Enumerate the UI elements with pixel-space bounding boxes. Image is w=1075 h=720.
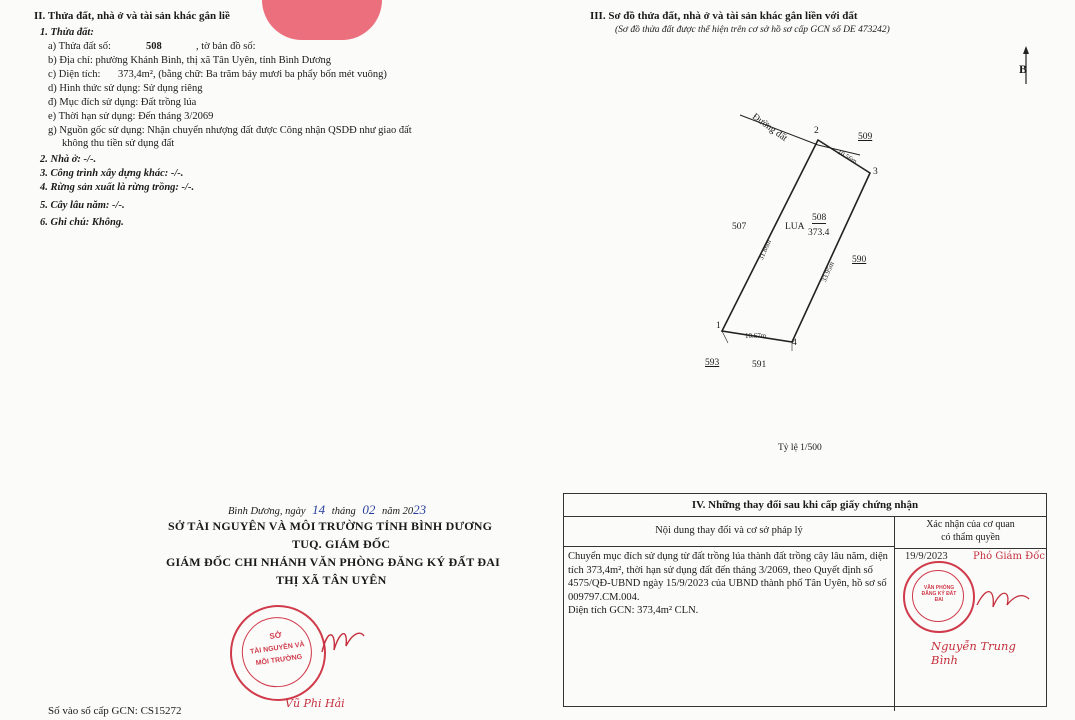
edge-bottom-length: 10.67m	[745, 332, 767, 340]
parcel-590-label: 590	[852, 255, 867, 265]
confirm-header-line1: Xác nhận của cơ quan	[926, 519, 1015, 530]
house-item: 2. Nhà ở: -/-.	[40, 154, 97, 165]
register-number: Số vào sổ cấp GCN: CS15272	[48, 705, 182, 717]
confirm-title: Phó Giám Đốc	[973, 551, 1045, 562]
date-day: 14	[312, 502, 326, 517]
parcel-area-value: 373,4m², (bằng chữ: Ba trăm bảy mươi ba phẩy bốn mét vuông)	[118, 69, 387, 80]
map-scale: Tỷ lệ 1/500	[778, 443, 822, 453]
changes-table	[563, 493, 1047, 707]
change-confirm-cell	[895, 547, 1046, 705]
parcel-heading: 1. Thửa đất:	[40, 27, 94, 38]
other-construction-item: 3. Công trình xây dựng khác: -/-.	[40, 168, 184, 179]
edge-top-length: 10.56m	[836, 148, 859, 166]
parcel-508-boundary	[722, 140, 870, 342]
usage-form: d) Hình thức sử dụng: Sử dụng riêng	[48, 83, 203, 94]
usage-origin-cont: không thu tiền sử dụng đất	[62, 138, 175, 149]
point-4-label: 4	[792, 338, 797, 348]
section3-subtitle: (Sơ đồ thửa đất được thể hiện trên cơ sở hồ sơ cấp GCN số DE 473242)	[615, 25, 890, 35]
section4-title: IV. Những thay đổi sau khi cấp giấy chứng nhận	[564, 494, 1046, 517]
north-label: B	[1019, 62, 1028, 76]
date-prefix: Bình Dương, ngày	[228, 506, 306, 517]
usage-purpose: đ) Mục đích sử dụng: Đất trồng lúa	[48, 97, 197, 108]
seal-left-line2: TÀI NGUYÊN VÀ	[249, 641, 306, 656]
confirm-signer: Nguyễn Trung Bình	[931, 639, 1016, 667]
parcel-593-label: 593	[705, 358, 720, 368]
parcel-number-map: 508	[812, 213, 827, 223]
date-year: 23	[413, 502, 427, 517]
parcel-diagram	[700, 105, 900, 385]
official-seal-left	[224, 599, 332, 707]
road-label: Đường đất	[750, 112, 789, 144]
perennial-item: 5. Cây lâu năm: -/-.	[40, 200, 125, 211]
date-year-label: năm 20	[381, 506, 414, 517]
point-1-label: 1	[716, 321, 721, 331]
point-2-label: 2	[814, 126, 819, 136]
point-3-label: 3	[873, 167, 878, 177]
date-month: 02	[362, 502, 376, 517]
official-seal-right	[903, 561, 975, 633]
signature-right	[973, 577, 1033, 617]
usage-origin: g) Nguồn gốc sử dụng: Nhận chuyển nhượng đất được Công nhận QSDĐ như giao đất	[48, 125, 412, 136]
confirm-date: 19/9/2023	[905, 551, 948, 562]
org-line3: GIÁM ĐỐC CHI NHÁNH VĂN PHÒNG ĐĂNG KÝ ĐẤT ĐAI	[166, 555, 501, 569]
change-content-cell	[564, 547, 895, 711]
org-line4: THỊ XÃ TÂN UYÊN	[276, 573, 387, 587]
leader-point1	[722, 331, 728, 343]
forest-item: 4. Rừng sản xuất là rừng trồng: -/-.	[40, 182, 195, 193]
signer-name: Vũ Phi Hải	[285, 697, 345, 710]
pink-seal-fragment	[262, 0, 382, 40]
parcel-509-label: 509	[858, 132, 873, 142]
parcel-area-map: 373.4	[808, 228, 830, 238]
note-item: 6. Ghi chú: Không.	[40, 217, 124, 228]
seal-left-line1: SỞ	[268, 630, 283, 641]
changes-col-confirm	[895, 516, 1046, 549]
parcel-address: b) Địa chỉ: phường Khánh Bình, thị xã Tân Uyên, tỉnh Bình Dương	[48, 55, 332, 66]
date-month-label: tháng	[331, 506, 356, 517]
signature-left	[318, 622, 368, 662]
land-type-label: LUA	[785, 222, 805, 232]
section2-title: II. Thửa đất, nhà ở và tài sản khác gắn liề	[34, 10, 230, 22]
edge-right-length: 33.95m	[820, 260, 836, 284]
change-area: Diện tích GCN: 373,4m² CLN.	[568, 605, 699, 616]
parcel-number-value: 508	[146, 41, 162, 52]
seal-right-text: VĂN PHÒNG ĐĂNG KÝ ĐẤT ĐAI	[921, 585, 957, 603]
signing-date	[228, 502, 426, 518]
section3-title: III. Sơ đồ thửa đất, nhà ở và tài sản khác gắn liền với đất	[590, 10, 858, 22]
parcel-number-label: a) Thửa đất số:	[48, 41, 111, 52]
map-sheet-label: , tờ bản đồ số:	[196, 41, 256, 52]
org-line1: SỞ TÀI NGUYÊN VÀ MÔI TRƯỜNG TỈNH BÌNH DƯƠNG	[168, 519, 493, 533]
change-content: Chuyển mục đích sử dụng từ đất trồng lúa thành đất trồng cây lâu năm, diện tích 373,4m², thời hạn sử dụng đất đến tháng 3/2069, theo Quyết định số 4575/QĐ-UBND ngày 15/9/2023 của UBND thành phố Tân Uyên, hồ sơ số 009797.CM.004.	[568, 551, 888, 603]
edge-left-length: 31.86m	[757, 238, 773, 262]
parcel-area-label: c) Diện tích:	[48, 69, 101, 80]
org-line2: TUQ. GIÁM ĐỐC	[292, 537, 391, 551]
parcel-507-label: 507	[732, 222, 747, 232]
changes-col-content: Nội dung thay đổi và cơ sở pháp lý	[564, 516, 895, 547]
usage-term: e) Thời hạn sử dụng: Đến tháng 3/2069	[48, 111, 214, 122]
parcel-591-label: 591	[752, 360, 767, 370]
seal-left-line3: MÔI TRƯỜNG	[255, 653, 303, 668]
confirm-header-line2: có thẩm quyền	[941, 532, 1000, 543]
